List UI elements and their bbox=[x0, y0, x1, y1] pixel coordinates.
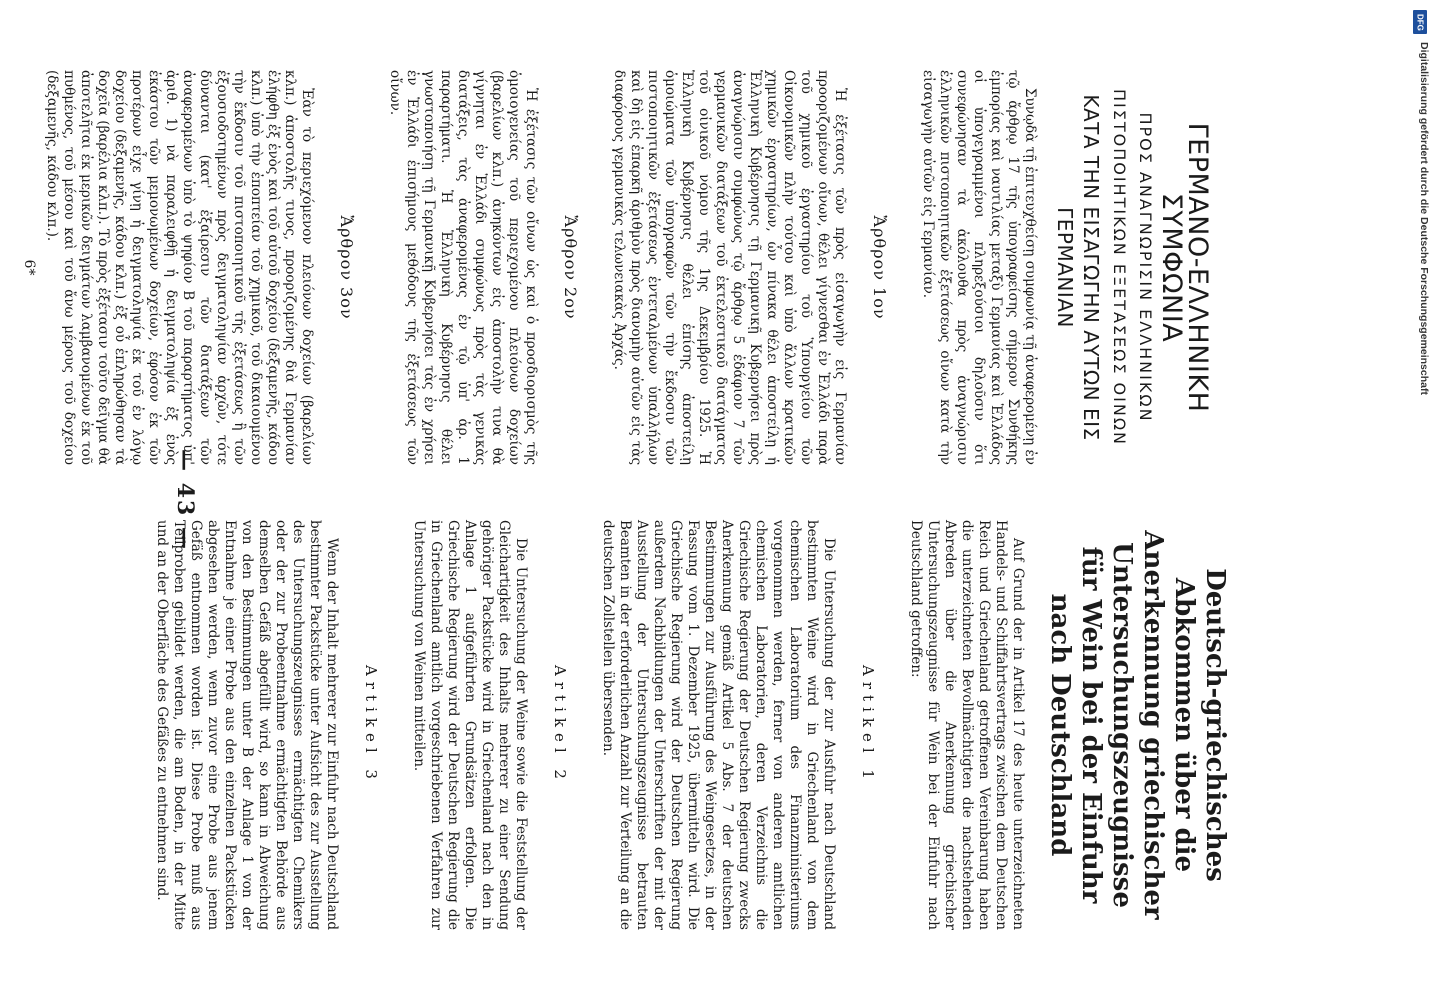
greek-title bbox=[1052, 70, 1213, 465]
german-article-2-heading: Artikel 2 bbox=[551, 665, 569, 785]
greek-column bbox=[21, 70, 1213, 465]
german-article-1-text: Die Untersuchung der zur Ausfuhr nach Deutschland bestimmten Weine wird in Griechenland von dem chemischen Laboratorium des Finanzministeriums vorgenommen werden, ferner von anderen amtlichen chemischen Laboratorien, deren Verzeichnis die Griechische Regierung der Deutschen Regierung zwecks Anerkennung gemäß Artikel 5 Abs. 7 der deutschen Bestimmungen zur Ausführung des Weingesetzes, in der Fassung vom 1. Dezember 1925, übermitteln wird. Die Griechische Regierung wird der Deutschen Regierung außerdem Nachbildungen der Unterschriften der mit der Ausstellung der Untersuchungszeugnisse betrauten Beamten in der erforderlichen Anzahl zur Verteilung an die deutschen Zollstellen übersenden. bbox=[600, 520, 837, 930]
greek-title-sub2: ΚΑΤΑ ΤΗΝ ΕΙΣΑΓΩΓΗΝ ΑΥΤΩΝ ΕΙΣ ΓΕΡΜΑΝΙΑΝ bbox=[1053, 94, 1103, 441]
greek-article-3-text: Ἐὰν τὸ περιεχόμενον πλειόνων δοχείων (βαρελίων κλπ.) ἀποστολῆς τινος, προοριζομένης διὰ Γερμανίαν ἐλήφθη ἐξ ἑνὸς καὶ τοῦ αὐτοῦ δοχείου (δεξαμενῆς, κάδου κλπ.) ὑπὸ τὴν ἐποπτείαν τοῦ χημικοῦ, τοῦ δικαιουμένου τὴν ἔκδοσιν τοῦ πιστοποιητικοῦ τῆς ἐξετάσεως ἢ τῶν ἐξουσιοδοτημένων πρὸς δειγματοληψίαν ἀρχῶν, τότε δύνανται (κατ' ἐξαίρεσιν τῶν διατάξεων τῶν ἀναφερομένων ὑπὸ τὸ ψηφίον Β τοῦ παραρτήματος ὑπ' ἀριθ. 1) νὰ παραλειφθῇ ἡ δειγματοληψία ἐξ ἑνὸς ἑκάστου τῶν μεμονωμένων δοχείων, ἐφόσον ἐκ τῶν προτέρων εἶχε γίνῃ ἡ δειγματοληψία ἐκ τοῦ ἐν λόγῳ δοχείου (δεξαμενῆς, κάδου κλπ.) ἐξ οὗ ἐπληρώθησαν τὰ δοχεῖα (βαρέλια κλπ.). Τὸ πρὸς ἐξέτασιν τοῦτο δεῖγμα θὰ ἀποτελῆται ἐκ μερικῶν δειγμάτων λαμβανομένων ἐκ τοῦ πυθμένος, τοῦ μέσου καὶ τοῦ ἄνω μέρους τοῦ δοχείου (δεξαμενῆς, κάδου κλπ.). bbox=[44, 70, 315, 465]
dfg-credit-text: Digitalisierung gefördert durch die Deutsche Forschungsgemeinschaft bbox=[1418, 42, 1430, 395]
greek-intro: Συνῳδὰ τῇ ἐπιτευχθείσῃ συμφωνίᾳ τῇ ἀναφερομένῃ ἐν τῷ ἄρθρῳ 17 τῆς ὑπογραφείσης σήμερον Συνθήκης ἐμπορίας καὶ ναυτιλίας μεταξὺ Γερμανίας καὶ Ἑλλάδος οἱ ὑπογεγραμμένοι πληρεξούσιοι δηλοῦσιν ὅτι συνεφώνησαν τὰ ἀκόλουθα πρὸς ἀναγνώρισιν ἑλληνικῶν πιστοποιητικῶν ἐξετάσεως οἴνων κατὰ τὴν εἰσαγωγὴν αὐτῶν εἰς Γερμανίαν. bbox=[920, 70, 1038, 465]
greek-article-2-heading: Ἄρθρον 2ον bbox=[561, 215, 580, 320]
german-intro: Auf Grund der in Artikel 17 des heute unterzeichneten Handels- und Schiffahrtsvertrags zwischen dem Deutschen Reich und Griechenland getroffenen Vereinbarung haben die unterzeichneten Bevollmächtigten die nachstehenden Abreden über die Anerkennung griechischer Untersuchungszeugnisse für Wein bei der Einfuhr nach Deutschland getroffen: bbox=[908, 520, 1026, 930]
german-article-3-heading: Artikel 3 bbox=[362, 665, 380, 785]
greek-title-sub: ΠΡΟΣ ΑΝΑΓΝΩΡΙΣΙΝ ΕΛΛΗΝΙΚΩΝ ΠΙΣΤΟΠΟΙΗΤΙΚΩΝ ΕΞΕΤΑΣΕΩΣ ΟΙΝΩΝ bbox=[1110, 88, 1155, 447]
page-number: — 43 — bbox=[172, 449, 198, 551]
footer-mark: 6* bbox=[21, 259, 37, 276]
greek-article-3-heading: Ἄρθρον 3ον bbox=[337, 215, 356, 320]
document-page bbox=[21, 0, 1310, 1000]
german-article-3-text: Wenn der Inhalt mehrerer zur Einfuhr nach Deutschland bestimmter Packstücke unter Aufsicht des zur Ausstellung des Untersuchungszeugnisses ermächtigten Chemikers oder der zur Probeentnahme ermächtigten Behörde aus demselben Gefäß abgefüllt wird, so kann in Abweichung von den Bestimmungen unter B der Anlage 1 von der Entnahme je einer Probe aus den einzelnen Packstücken abgesehen werden, wenn zuvor eine Probe aus jenem Gefäß entnommen worden ist. Diese Probe muß aus Teilproben gebildet werden, die am Boden, in der Mitte und an der Oberfläche des Gefäßes zu entnehmen sind. bbox=[154, 520, 340, 930]
greek-article-1-heading: Ἄρθρον 1ον bbox=[870, 215, 889, 320]
greek-article-2-text: Ἡ ἐξέτασις τῶν οἴνων ὡς καὶ ὁ προσδιορισμὸς τῆς ὁμοιογενείας τοῦ περιεχομένου πλειόνων δοχείων (βαρελίων κλπ.) ἀνηκόντων εἰς ἀποστολὴν τινα θὰ γίγνηται ἐν Ἑλλάδι συμφώνως πρὸς τὰς γενικὰς διατάξεις, τὰς ἀναφερομένας ἐν τῷ ὑπ' ἀρ. 1 παραρτήματι. Ἡ Ἑλληνικὴ Κυβέρνησις θέλει γνωστοποιήσῃ τῇ Γερμανικῇ Κυβερνήσει τὰς ἐν χρήσει ἐν Ἑλλάδι ἐπισήμους μεθόδους τῆς ἐξετάσεως τῶν οἴνων. bbox=[387, 70, 539, 465]
german-article-1-heading: Artikel 1 bbox=[859, 665, 877, 785]
german-title: Deutsch-griechisches Abkommen über die Anerkennung griechischer Untersuchungszeugnisse für Wein bei der Einfuhr nach Deutschland bbox=[1045, 530, 1230, 920]
dfg-sidebar bbox=[1412, 6, 1430, 396]
dfg-logo: DFG bbox=[1413, 10, 1427, 34]
german-article-2-text: Die Untersuchung der Weine sowie die Feststellung der Gleichartigkeit des Inhalts mehrerer zu einer Sendung gehöriger Packstücke wird in Griechenland nach den in Anlage 1 aufgeführten Grundsätzen erfolgen. Die Griechische Regierung wird der Deutschen Regierung die in Griechenland amtlich vorgeschriebenen Verfahren zur Untersuchung von Weinen mitteilen. bbox=[411, 520, 529, 930]
greek-title-main: ΓΕΡΜΑΝΟ-ΕΛΛΗΝΙΚΗ ΣΥΜΦΩΝΙΑ bbox=[1156, 122, 1213, 413]
greek-article-1-text: Ἡ ἐξέτασις τῶν πρὸς εἰσαγωγὴν εἰς Γερμανίαν προοριζομένων οἴνων, θέλει γίγνεσθαι ἐν Ἑλλάδι παρὰ τοῦ χημικοῦ ἐργαστηρίου τοῦ Ὑπουργείου τῶν Οἰκονομικῶν πλὴν τούτου καὶ ὑπὸ ἄλλων κρατικῶν χημικῶν ἐργαστηρίων, ὧν πίνακα θέλει ἀποστείλῃ ἡ Ἑλληνικὴ Κυβέρνησις τῇ Γερμανικῇ Κυβερνήσει πρὸς ἀναγνώρισιν συμφώνως τῷ ἄρθρῳ 5 ἐδάφιον 7 τῶν γερμανικῶν διατάξεων τοῦ ἐκτελεστικοῦ διατάγματος τοῦ οἰνικοῦ νόμου τῆς 1ης Δεκεμβρίου 1925. Ἡ Ἑλληνικὴ Κυβέρνησις θέλει ἐπίσης ἀποστείλῃ ὁμοιώματα τῶν ὑπογραφῶν τῶν τὴν ἔκδοσιν τῶν πιστοποιητικῶν ἐξετάσεως ἐντεταλμένων ὑπαλλήλων καὶ δὴ εἰς ἐπαρκῆ ἀριθμὸν πρὸς διανομὴν αὐτῶν εἰς τὰς διαφόρους γερμανικὰς τελωνειακὰς Ἀρχάς. bbox=[611, 70, 848, 465]
german-column bbox=[153, 520, 1230, 930]
